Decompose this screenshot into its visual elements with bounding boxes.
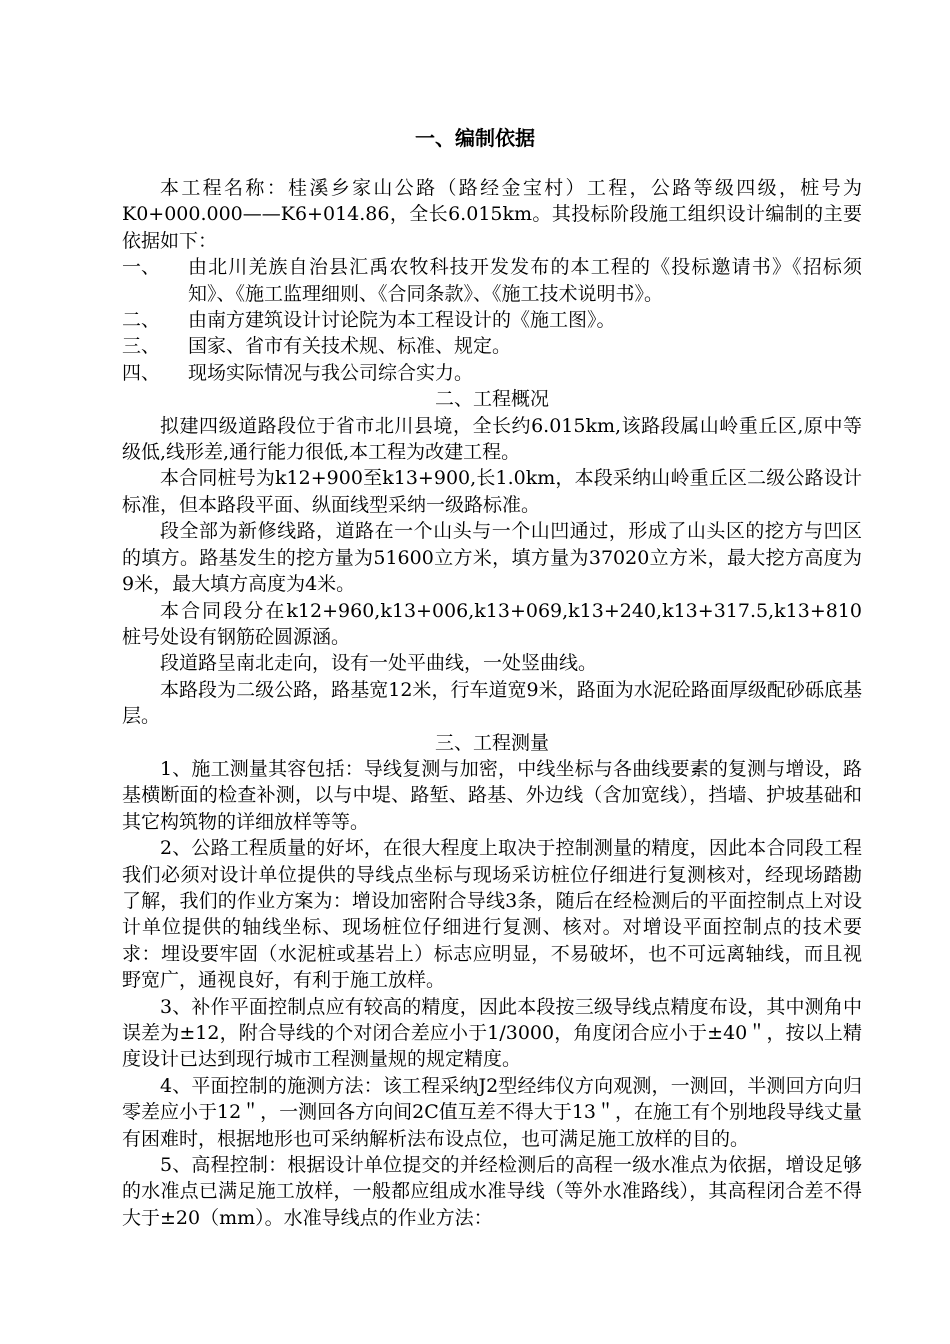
basis-item xyxy=(122,307,862,333)
survey-paragraph: 5、高程控制：根据设计单位提交的并经检测后的高程一级水准点为依据，增设足够的水准点已满足施工放样，一般都应组成水准导线（等外水准路线），其高程闭合差不得大于±20（mm）。水准导线点的作业方法： xyxy=(122,1154,862,1229)
survey-paragraph: 2、公路工程质量的好坏，在很大程度上取决于控制测量的精度，因此本合同段工程我们必须对设计单位提供的导线点坐标与现场采访桩位仔细进行复测核对，经现场踏勘了解，我们的作业方案为：增设加密附合导线3条，随后在经检测后的平面控制点上对设计单位提供的轴线坐标、现场桩位仔细进行复测、核对。对增设平面控制点的技术要求：埋设要牢固（水泥桩或基岩上）标志应明显，不易破坏，也不可远离轴线，而且视野宽广，通视良好，有利于施工放样。 xyxy=(122,837,862,992)
basis-item-number: 三、 xyxy=(122,335,161,358)
basis-item xyxy=(122,254,862,307)
basis-item xyxy=(122,333,862,359)
basis-item-text: 现场实际情况与我公司综合实力。 xyxy=(188,361,474,384)
page-title: 一、编制依据 xyxy=(415,126,535,150)
section-heading-overview: 二、工程概况 xyxy=(434,388,549,411)
overview-paragraph: 本合同桩号为k12+900至k13+900,长1.0km，本段采纳山岭重丘区二级公路设计标准，但本路段平面、纵面线型采纳一级路标准。 xyxy=(122,467,862,516)
section-heading-survey: 三、工程测量 xyxy=(434,731,549,754)
survey-paragraph: 1、施工测量其容包括：导线复测与加密，中线坐标与各曲线要素的复测与增设，路基横断面的检查补测，以与中堤、路堑、路基、外边线（含加宽线），挡墙、护坡基础和其它构筑物的详细放样等等。 xyxy=(122,757,862,833)
document-body xyxy=(122,175,862,1231)
intro-paragraph: 本工程名称：桂溪乡家山公路（路经金宝村）工程，公路等级四级，桩号为K0+000.000——K6+014.86，全长6.015km。其投标阶段施工组织设计编制的主要依据如下： xyxy=(122,177,862,252)
basis-item-number: 四、 xyxy=(122,361,161,384)
overview-paragraph: 段道路呈南北走向，设有一处平曲线，一处竖曲线。 xyxy=(160,652,598,675)
survey-paragraph: 3、补作平面控制点应有较高的精度，因此本段按三级导线点精度布设，其中测角中误差为±12，附合导线的个对闭合差应小于1/3000，角度闭合应小于±40＂，按以上精度设计已达到现行城市工程测量规的规定精度。 xyxy=(122,995,862,1071)
basis-item-number: 二、 xyxy=(122,309,161,332)
overview-paragraph: 拟建四级道路段位于省市北川县境，全长约6.015km,该路段属山岭重丘区,原中等级低,线形差,通行能力很低,本工程为改建工程。 xyxy=(122,414,862,464)
overview-paragraph: 段全部为新修线路，道路在一个山头与一个山凹通过，形成了山头区的挖方与凹区的填方。路基发生的挖方量为51600立方米，填方量为37020立方米，最大挖方高度为9米，最大填方高度为4米。 xyxy=(122,520,862,596)
basis-item-text: 由北川羌族自治县汇禹农牧科技开发发布的本工程的《投标邀请书》《招标须知》、《施工监理细则、《合同条款》、《施工技术说明书》。 xyxy=(188,256,862,305)
basis-item-text: 由南方建筑设计讨论院为本工程设计的《施工图》。 xyxy=(188,309,616,332)
basis-item xyxy=(122,360,862,386)
survey-paragraph: 4、平面控制的施测方法：该工程采纳J2型经纬仪方向观测，一测回，半测回方向归零差应小于12＂，一测回各方向间2C值互差不得大于13＂，在施工有个别地段导线丈量有困难时，根据地形也可采纳解析法布设点位，也可满足施工放样的目的。 xyxy=(122,1074,862,1150)
basis-item-text: 国家、省市有关技术规、标准、规定。 xyxy=(188,335,512,358)
basis-item-number: 一、 xyxy=(122,256,161,279)
overview-paragraph: 本合同段分在k12+960,k13+006,k13+069,k13+240,k13+317.5,k13+810桩号处设有钢筋砼圆源涵。 xyxy=(122,599,862,648)
overview-paragraph: 本路段为二级公路，路基宽12米，行车道宽9米，路面为水泥砼路面厚级配砂砾底基层。 xyxy=(122,678,862,728)
